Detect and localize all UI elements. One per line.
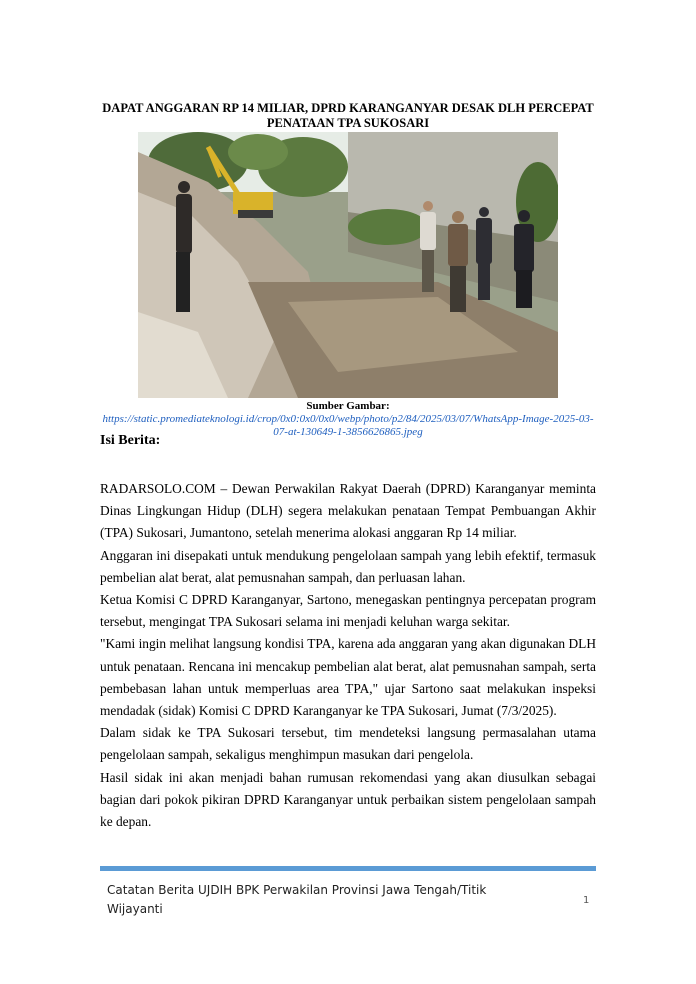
paragraph: Anggaran ini disepakati untuk mendukung pengelolaan sampah yang lebih efektif, termasuk pembelian alat berat, alat pemusnahan sampah, dan perluasan lahan. xyxy=(100,547,596,585)
footer-divider xyxy=(100,866,596,871)
image-source-label: Sumber Gambar: xyxy=(306,400,390,412)
paragraph: "Kami ingin melihat langsung kondisi TPA, karena ada anggaran yang akan digunakan DLH untuk penataan. Rencana ini mencakup pembelian alat berat, alat pemusnahan sampah, serta pembebasan lahan untuk memperluas area TPA," ujar Sartono saat melakukan inspeksi mendadak (sidak) Komisi C DPRD Karanganyar ke TPA Sukosari, Jumat (7/3/2025). xyxy=(100,636,596,719)
article-body xyxy=(100,478,596,833)
section-heading: Isi Berita: xyxy=(100,433,161,448)
landfill-photo xyxy=(138,132,558,398)
paragraph: Hasil sidak ini akan menjadi bahan rumusan rekomendasi yang akan diusulkan sebagai bagian dari pokok pikiran DPRD Karanganyar untuk perbaikan sistem pengelolaan sampah ke depan. xyxy=(100,769,596,830)
paragraph: RADARSOLO.COM – Dewan Perwakilan Rakyat Daerah (DPRD) Karanganyar meminta Dinas Lingkungan Hidup (DLH) segera melakukan penataan Tempat Pembuangan Akhir (TPA) Sukosari, Jumantono, setelah menerima alokasi anggaran Rp 14 miliar. xyxy=(100,481,596,541)
paragraph: Ketua Komisi C DPRD Karanganyar, Sartono, menegaskan pentingnya percepatan program tersebut, mengingat TPA Sukosari selama ini menjadi keluhan warga sekitar. xyxy=(100,592,596,630)
image-source-link[interactable]: https://static.promediateknologi.id/crop/0x0:0x0/0x0/webp/photo/p2/84/2025/03/07/WhatsApp-Image-2025-03-07-at-130649-1-3856626865.jpeg xyxy=(102,413,594,438)
article-title: DAPAT ANGGARAN RP 14 MILIAR, DPRD KARANGANYAR DESAK DLH PERCEPAT PENATAAN TPA SUKOSARI xyxy=(102,101,594,130)
page-number: 1 xyxy=(583,895,590,906)
footer-text: Catatan Berita UJDIH BPK Perwakilan Provinsi Jawa Tengah/Titik Wijayanti xyxy=(107,883,487,916)
paragraph: Dalam sidak ke TPA Sukosari tersebut, tim mendeteksi langsung permasalahan utama pengelolaan sampah, sekaligus menghimpun masukan dari pengelola. xyxy=(100,725,596,763)
